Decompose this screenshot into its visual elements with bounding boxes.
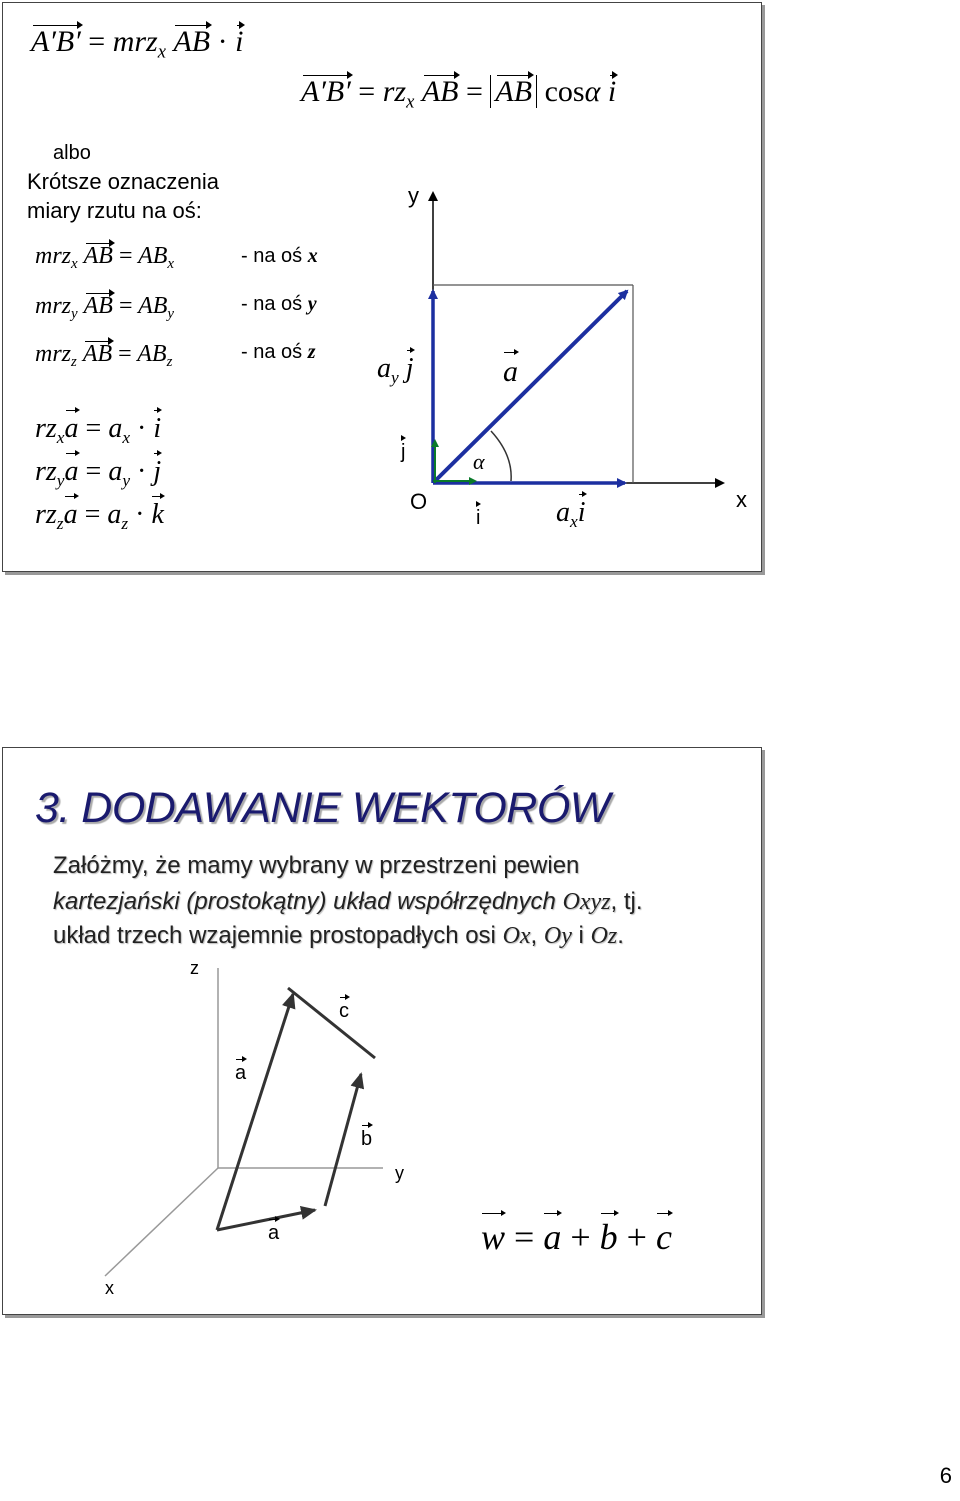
vector-a-text: a — [503, 355, 518, 388]
alpha-symbol: α — [584, 75, 601, 108]
unit-i-label — [476, 507, 480, 530]
vector-a-prime-b-prime: A′B′ — [301, 75, 351, 108]
unit-vector-j: j — [153, 456, 162, 487]
cos-function: cos — [544, 75, 585, 108]
axis-note-text: - na oś — [241, 293, 303, 315]
ox-symbol: Ox — [502, 923, 531, 949]
projection-ab: AB — [138, 243, 168, 269]
paragraph-line3 — [53, 922, 624, 950]
diagram-z-label: z — [190, 958, 199, 978]
paragraph-text: układ trzech wzajemnie prostopadłych osi — [53, 922, 496, 949]
subscript: y — [56, 471, 65, 491]
vector-w-resultant — [217, 994, 293, 1230]
angle-arc — [491, 431, 511, 481]
albo-text: albo — [53, 142, 91, 164]
subscript: x — [122, 428, 131, 448]
oxyz-symbol: Oxyz — [562, 889, 611, 915]
diagram-x-label: x — [105, 1278, 114, 1298]
vector-a: a — [64, 413, 79, 444]
subscript: x — [71, 256, 78, 273]
dot-operator: · — [137, 456, 147, 487]
vector-w: w — [481, 1217, 506, 1257]
equals-sign: = — [88, 25, 106, 58]
label-b-text: b — [361, 1128, 373, 1150]
diagram-axis-x-label: x — [736, 487, 747, 512]
operator-subscript: x — [157, 41, 166, 63]
section-title: 3. DODAWANIE WEKTORÓW — [35, 784, 610, 832]
short-notation-line1: Krótsze oznaczenia — [27, 169, 219, 194]
ay-j-label — [377, 353, 414, 388]
operator-mrz: mrz — [35, 243, 72, 269]
axis-note-z — [241, 341, 316, 364]
comma: , — [530, 922, 538, 949]
vector-ab-magnitude: AB — [495, 75, 533, 108]
component-row-z — [35, 499, 164, 534]
axis-note-text: - na oś — [241, 341, 303, 363]
equals-sign: = — [118, 341, 132, 367]
formula-top-right — [301, 75, 616, 114]
x-axis — [105, 1168, 218, 1276]
projection-ab: AB — [137, 341, 167, 367]
projection-ab: AB — [138, 293, 168, 319]
equals-sign: = — [85, 413, 102, 444]
dot-operator: · — [135, 499, 145, 530]
label-a-bottom — [268, 1222, 279, 1245]
projection-row-z — [35, 341, 172, 371]
period: . — [617, 922, 624, 949]
vector-c — [288, 988, 375, 1058]
vector-decomposition-diagram — [373, 173, 763, 553]
component-row-y — [35, 456, 161, 491]
unit-j-text: j — [401, 441, 406, 463]
projection-row-x — [35, 243, 174, 273]
unit-vector-i: i — [235, 25, 244, 58]
unit-i-text: i — [476, 507, 481, 529]
vector-a: a — [64, 456, 79, 487]
unit-vector-i: i — [607, 75, 617, 108]
projection-row-y — [35, 293, 174, 323]
vector-b: b — [599, 1217, 618, 1257]
oy-symbol: Oy — [543, 923, 572, 949]
operator-rz: rz — [35, 413, 57, 444]
diagram-axis-y-label: y — [408, 183, 419, 208]
equals-sign: = — [118, 293, 133, 319]
unit-j-text: j — [405, 353, 414, 384]
component-row-x — [35, 413, 161, 448]
coef-a: a — [556, 497, 570, 528]
coefficient-a: a — [108, 456, 123, 487]
equals-sign: = — [358, 75, 376, 108]
axis-note-x — [241, 245, 318, 268]
coefficient-a: a — [108, 413, 123, 444]
oz-symbol: Oz — [590, 923, 618, 949]
label-a-text: a — [235, 1062, 247, 1084]
paragraph-text: , tj. — [610, 888, 643, 915]
unit-vector-k: k — [151, 499, 164, 530]
subscript: z — [166, 354, 173, 371]
equals-sign: = — [118, 243, 133, 269]
vector-ab: AB — [173, 25, 211, 58]
slide-vector-addition — [2, 747, 762, 1315]
operator-mrz: mrz — [35, 293, 72, 319]
slide-vector-projection — [2, 2, 762, 572]
formula-top-left — [31, 25, 243, 64]
dot-operator: · — [217, 25, 228, 58]
label-b — [361, 1128, 372, 1151]
coef-a: a — [377, 353, 391, 384]
operator-mrz: mrz — [35, 341, 72, 367]
subscript: y — [391, 368, 399, 388]
plus-sign: + — [626, 1217, 647, 1257]
subscript: y — [167, 306, 175, 323]
paragraph-line2 — [53, 888, 643, 916]
label-c — [339, 1000, 349, 1023]
subscript: z — [71, 354, 77, 371]
vector-c: c — [655, 1217, 672, 1257]
equals-sign: = — [465, 75, 483, 108]
subscript: x — [570, 512, 578, 532]
sum-formula — [481, 1216, 672, 1258]
ax-i-label — [556, 497, 586, 532]
operator-rz: rz — [35, 456, 57, 487]
conjunction: i — [578, 922, 584, 949]
short-notation-line2: miary rzutu na oś: — [27, 198, 202, 223]
vector-a: a — [543, 1217, 562, 1257]
vector-b — [325, 1074, 361, 1206]
vector-a-prime-b-prime: A′B′ — [31, 25, 81, 58]
unit-i-text: i — [577, 497, 586, 528]
angle-alpha-label: α — [473, 449, 485, 474]
subscript: x — [167, 256, 175, 273]
vector-a-label — [503, 355, 518, 389]
vector-ab: AB — [421, 75, 459, 108]
axis-note-text: - na oś — [241, 245, 303, 267]
dot-operator: · — [137, 413, 147, 444]
subscript: x — [56, 428, 65, 448]
subscript: z — [56, 514, 64, 534]
vector-ab: AB — [83, 243, 113, 269]
unit-vector-i: i — [153, 413, 162, 444]
paragraph-text: kartezjański (prostokątny) układ współrzędnych — [53, 888, 556, 915]
axis-name: x — [307, 245, 318, 267]
page-number: 6 — [939, 1463, 952, 1488]
absolute-value-bars — [490, 75, 537, 108]
vector-a-bottom — [217, 1210, 315, 1230]
diagram-y-label: y — [395, 1163, 404, 1183]
axis-note-y — [241, 293, 317, 316]
equals-sign: = — [514, 1217, 535, 1257]
label-a-top — [235, 1062, 246, 1085]
subscript: y — [122, 471, 131, 491]
axis-name: y — [307, 293, 317, 315]
operator-rz: rz — [35, 499, 57, 530]
operator-subscript: x — [406, 91, 415, 113]
axis-name: z — [307, 341, 316, 363]
label-c-text: c — [339, 1000, 349, 1022]
origin-label: O — [410, 489, 428, 514]
unit-j-label — [401, 441, 405, 464]
operator-rz: rz — [382, 75, 407, 108]
vector-ab: AB — [82, 341, 113, 367]
vector-a-diagonal — [433, 291, 627, 483]
label-a-text: a — [268, 1222, 280, 1244]
operator-mrz: mrz — [112, 25, 158, 58]
vector-a: a — [63, 499, 78, 530]
paragraph-line1: Załóżmy, że mamy wybrany w przestrzeni pewien — [53, 852, 580, 879]
plus-sign: + — [570, 1217, 591, 1257]
vector-ab: AB — [83, 293, 113, 319]
vector-addition-3d-diagram — [93, 958, 423, 1298]
equals-sign: = — [84, 499, 101, 530]
coefficient-a: a — [107, 499, 122, 530]
subscript: z — [121, 514, 129, 534]
subscript: y — [71, 306, 78, 323]
equals-sign: = — [85, 456, 102, 487]
